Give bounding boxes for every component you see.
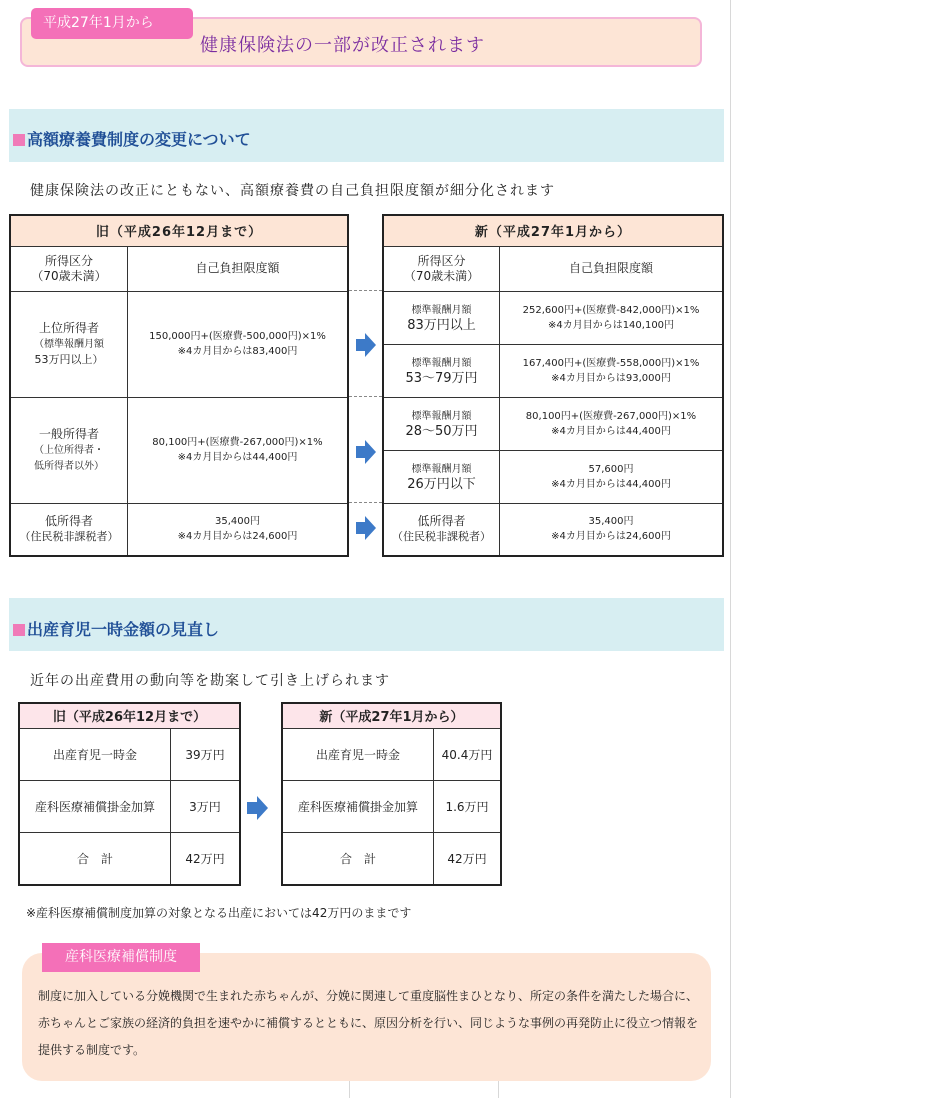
grid-line <box>730 0 731 1098</box>
limit-amount: 35,400円 ※4カ月目からは24,600円 <box>128 503 349 556</box>
column-header: 所得区分 （70歳未満） <box>383 246 500 291</box>
dashed-connector <box>349 290 382 291</box>
limit-amount: 150,000円+(医療費-500,000円)×1% ※4カ月目からは83,400円 <box>128 291 349 397</box>
square-bullet-icon <box>13 624 25 636</box>
header-tag: 平成27年1月から <box>31 8 193 39</box>
column-header: 自己負担限度額 <box>128 246 349 291</box>
income-category: 低所得者 （住民税非課税者） <box>10 503 128 556</box>
table-title: 旧（平成26年12月まで） <box>10 215 348 246</box>
income-category: 標準報酬月額 28〜50万円 <box>383 397 500 450</box>
item-value: 39万円 <box>171 728 241 780</box>
section-intro: 近年の出産費用の動向等を勘案して引き上げられます <box>30 673 390 689</box>
section-heading <box>13 127 251 150</box>
limit-amount: 80,100円+(医療費-267,000円)×1% ※4カ月目からは44,400円 <box>500 397 724 450</box>
section-intro: 健康保険法の改正にともない、高額療養費の自己負担限度額が細分化されます <box>30 183 555 199</box>
table-title: 新（平成27年1月から） <box>282 703 501 728</box>
page-title: 健康保険法の一部が改正されます <box>200 35 485 56</box>
item-value: 3万円 <box>171 780 241 832</box>
grid-line <box>498 1080 499 1098</box>
old-childbirth-table <box>18 702 241 886</box>
footnote: ※産科医療補償制度加算の対象となる出産においては42万円のままです <box>26 906 412 920</box>
item-value: 40.4万円 <box>434 728 502 780</box>
dashed-connector <box>349 502 382 503</box>
grid-line <box>349 1080 350 1098</box>
limit-amount: 252,600円+(医療費-842,000円)×1% ※4カ月目からは140,100円 <box>500 291 724 344</box>
new-childbirth-table <box>281 702 502 886</box>
item-label: 産科医療補償掛金加算 <box>19 780 171 832</box>
limit-amount: 80,100円+(医療費-267,000円)×1% ※4カ月目からは44,400円 <box>128 397 349 503</box>
column-header: 所得区分 （70歳未満） <box>10 246 128 291</box>
section-heading <box>13 617 219 640</box>
info-tag: 産科医療補償制度 <box>42 943 200 972</box>
income-category: 低所得者 （住民税非課税者） <box>383 503 500 556</box>
dashed-connector <box>349 396 382 397</box>
total-value: 42万円 <box>171 832 241 885</box>
new-limit-table <box>382 214 724 557</box>
table-title: 旧（平成26年12月まで） <box>19 703 240 728</box>
income-category: 上位所得者 （標準報酬月額 53万円以上） <box>10 291 128 397</box>
item-label: 出産育児一時金 <box>19 728 171 780</box>
item-value: 1.6万円 <box>434 780 502 832</box>
item-label: 出産育児一時金 <box>282 728 434 780</box>
total-label: 合 計 <box>19 832 171 885</box>
item-label: 産科医療補償掛金加算 <box>282 780 434 832</box>
total-label: 合 計 <box>282 832 434 885</box>
section-heading-text: 出産育児一時金額の見直し <box>27 620 220 639</box>
limit-amount: 57,600円 ※4カ月目からは44,400円 <box>500 450 724 503</box>
limit-amount: 35,400円 ※4カ月目からは24,600円 <box>500 503 724 556</box>
income-category: 標準報酬月額 53〜79万円 <box>383 344 500 397</box>
income-category: 一般所得者 （上位所得者・ 低所得者以外） <box>10 397 128 503</box>
square-bullet-icon <box>13 134 25 146</box>
table-title: 新（平成27年1月から） <box>383 215 723 246</box>
total-value: 42万円 <box>434 832 502 885</box>
section-heading-text: 高額療養費制度の変更について <box>27 130 251 149</box>
info-text: 制度に加入している分娩機関で生まれた赤ちゃんが、分娩に関連して重度脳性まひとなり、所定の条件を満たした場合に、赤ちゃんとご家族の経済的負担を速やかに補償するとともに、原因分析を行い、同じような事例の再発防止に役立つ情報を提供する制度です。 <box>38 989 699 1057</box>
income-category: 標準報酬月額 26万円以下 <box>383 450 500 503</box>
income-category: 標準報酬月額 83万円以上 <box>383 291 500 344</box>
column-header: 自己負担限度額 <box>500 246 724 291</box>
limit-amount: 167,400円+(医療費-558,000円)×1% ※4カ月目からは93,000円 <box>500 344 724 397</box>
old-limit-table <box>9 214 349 557</box>
